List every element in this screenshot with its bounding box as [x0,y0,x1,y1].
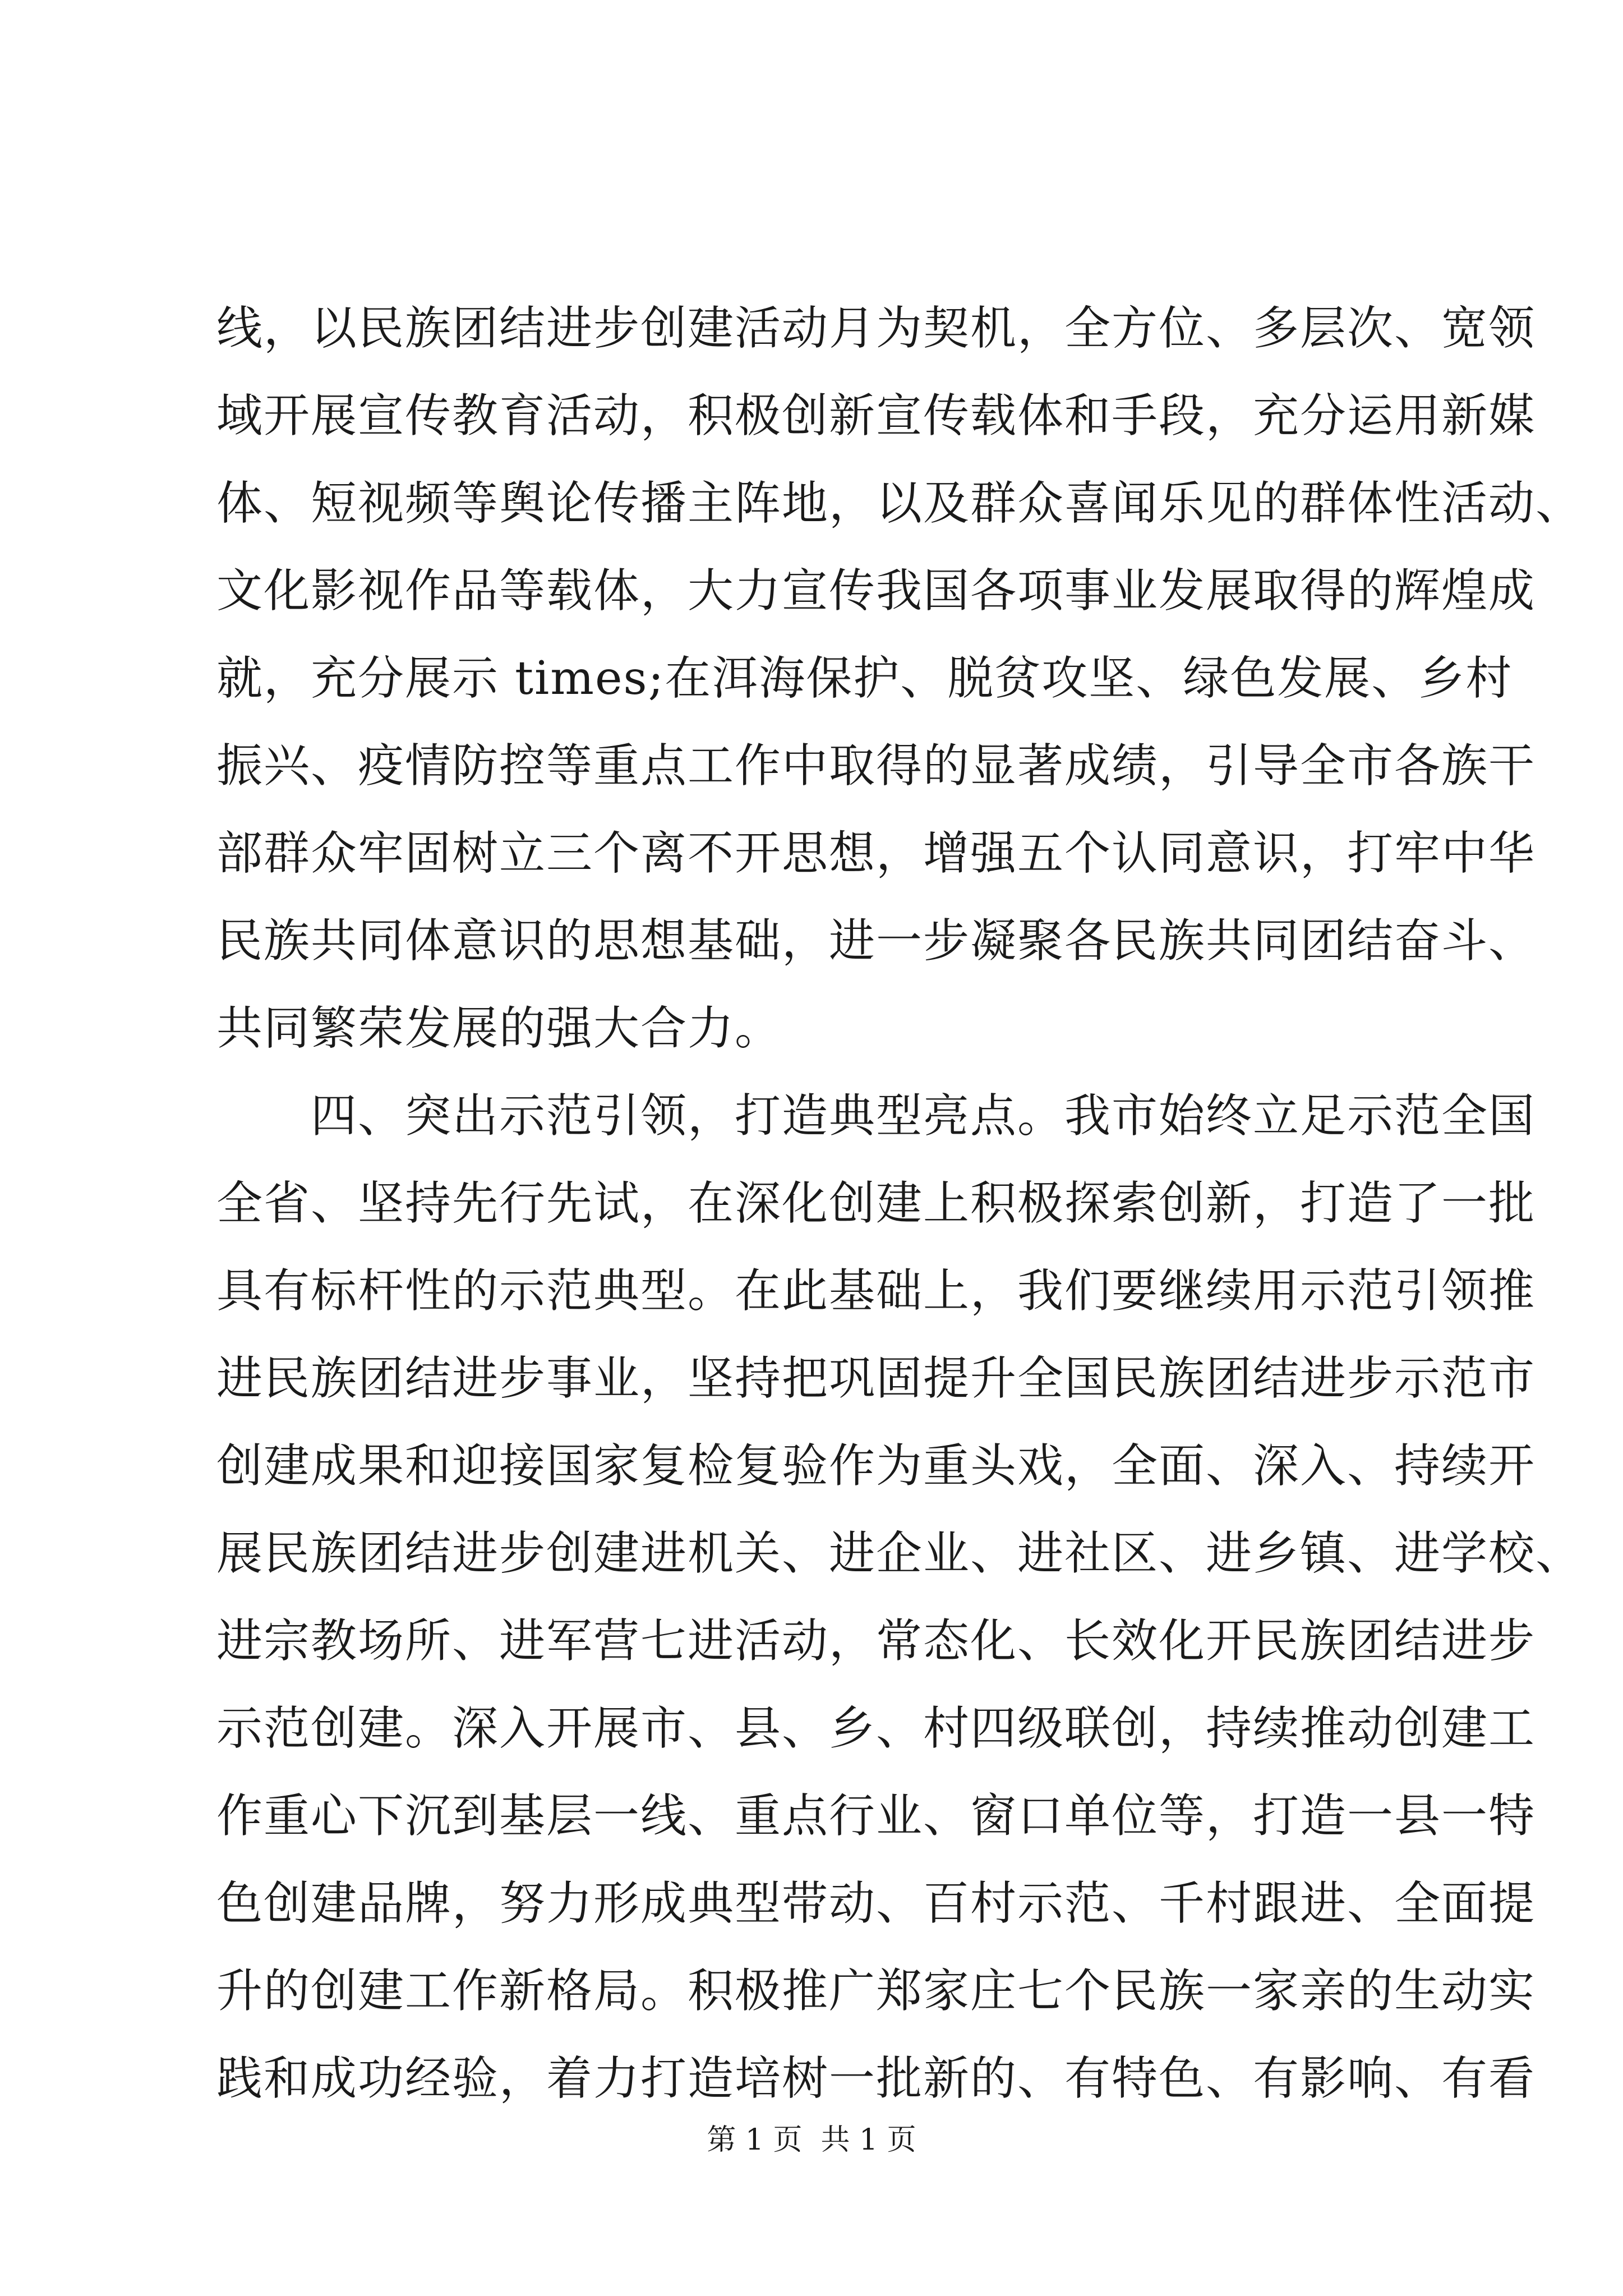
text-line: 线，以民族团结进步创建活动月为契机，全方位、多层次、宽领 [216,302,1536,355]
text-line: 振兴、疫情防控等重点工作中取得的显著成绩，引导全市各族干 [216,739,1536,793]
text-line: 进宗教场所、进军营七进活动，常态化、长效化开民族团结进步 [216,1614,1536,1668]
text-line: 域开展宣传教育活动，积极创新宣传载体和手段，充分运用新媒 [216,389,1536,443]
text-line: 展民族团结进步创建进机关、进企业、进社区、进乡镇、进学校、 [216,1527,1583,1580]
text-line: 部群众牢固树立三个离不开思想，增强五个认同意识，打牢中华 [216,827,1536,880]
text-line: 体、短视频等舆论传播主阵地，以及群众喜闻乐见的群体性活动、 [216,477,1583,530]
text-line: 示范创建。深入开展市、县、乡、村四级联创，持续推动创建工 [216,1702,1536,1755]
text-line: 共同繁荣发展的强大合力。 [216,1002,782,1055]
text-line: 色创建品牌，努力形成典型带动、百村示范、千村跟进、全面提 [216,1877,1536,1930]
text-line: 四、突出示范引领，打造典型亮点。我市始终立足示范全国 [311,1089,1536,1143]
text-line: 文化影视作品等载体，大力宣传我国各项事业发展取得的辉煌成 [216,564,1536,618]
text-line: 创建成果和迎接国家复检复验作为重头戏，全面、深入、持续开 [216,1439,1536,1493]
text-line: 进民族团结进步事业，坚持把巩固提升全国民族团结进步示范市 [216,1352,1536,1405]
text-line: 具有标杆性的示范典型。在此基础上，我们要继续用示范引领推 [216,1264,1536,1318]
text-line: 民族共同体意识的思想基础，进一步凝聚各民族共同团结奋斗、 [216,914,1536,968]
text-line: 就，充分展示 times;在洱海保护、脱贫攻坚、绿色发展、乡村 [216,652,1513,705]
text-line: 践和成功经验，着力打造培树一批新的、有特色、有影响、有看 [216,2052,1536,2105]
page-footer: 第 1 页 共 1 页 [707,2123,916,2157]
text-line: 升的创建工作新格局。积极推广郑家庄七个民族一家亲的生动实 [216,1964,1536,2018]
text-line: 作重心下沉到基层一线、重点行业、窗口单位等，打造一县一特 [216,1789,1536,1843]
text-line: 全省、坚持先行先试，在深化创建上积极探索创新，打造了一批 [216,1177,1536,1230]
